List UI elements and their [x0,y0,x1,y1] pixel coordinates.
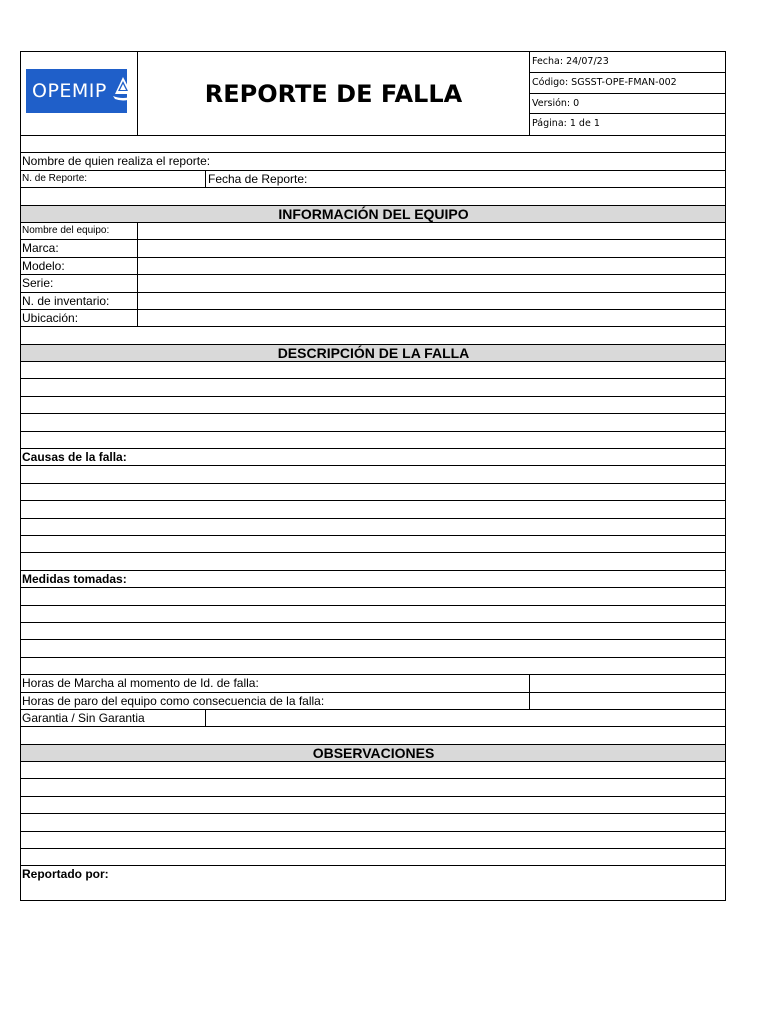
sailboat-icon [112,76,134,107]
causes-line[interactable] [21,553,725,570]
causes-line[interactable] [21,484,725,501]
measures-line[interactable] [21,588,725,605]
logo-cell [21,52,138,135]
failure-description-line[interactable] [21,362,725,379]
report-form [20,51,726,901]
causes-line[interactable] [21,501,725,518]
meta-date: Fecha: 24/07/23 [530,52,725,73]
reported-by-field[interactable] [21,866,725,900]
observations-line[interactable] [21,814,725,831]
failure-description-line[interactable] [21,379,725,396]
failure-section-title: DESCRIPCIÓN DE LA FALLA [21,345,725,362]
failure-description-line[interactable] [21,432,725,449]
title-cell [138,52,530,135]
blank-row [21,188,725,205]
report-number-field[interactable] [21,171,206,187]
measures-line[interactable] [21,623,725,640]
observations-section-title: OBSERVACIONES [21,745,725,762]
equipment-name-row [21,223,725,240]
equipment-name-input[interactable] [138,223,725,239]
model-label: Modelo: [21,258,138,274]
inventory-input[interactable] [138,293,725,309]
observations-line[interactable] [21,779,725,796]
serial-row [21,275,725,292]
brand-row [21,240,725,257]
measures-line[interactable] [21,606,725,623]
observations-line[interactable] [21,849,725,866]
report-date-label: Fecha de Reporte: [208,171,308,186]
model-input[interactable] [138,258,725,274]
meta-code: Código: SGSST-OPE-FMAN-002 [530,73,725,94]
blank-row [21,727,725,744]
brand-label: Marca: [21,240,138,256]
serial-input[interactable] [138,275,725,291]
location-input[interactable] [138,310,725,326]
warranty-input[interactable] [206,710,725,726]
blank-row [21,136,725,153]
hours-running-label: Horas de Marcha al momento de Id. de falla: [21,675,530,691]
logo-text: OPEMIP [32,80,107,102]
page-title: REPORTE DE FALLA [204,79,463,108]
hours-stopped-label: Horas de paro del equipo como consecuencia de la falla: [21,693,530,709]
blank-row [21,327,725,344]
model-row [21,258,725,275]
measures-line[interactable] [21,658,725,675]
reported-by-label: Reportado por: [22,867,109,882]
equipment-section-title: INFORMACIÓN DEL EQUIPO [21,206,725,223]
measures-line[interactable] [21,640,725,657]
hours-running-row [21,675,725,692]
meta-version: Versión: 0 [530,94,725,115]
reporter-name-field[interactable] [21,153,725,170]
location-row [21,310,725,327]
brand-input[interactable] [138,240,725,256]
hours-stopped-input[interactable] [530,693,725,709]
hours-stopped-row [21,693,725,710]
serial-label: Serie: [21,275,138,291]
equipment-name-label: Nombre del equipo: [21,223,138,239]
inventory-row [21,293,725,310]
failure-description-line[interactable] [21,414,725,431]
measures-label: Medidas tomadas: [21,571,725,588]
observations-line[interactable] [21,762,725,779]
hours-running-input[interactable] [530,675,725,691]
form-header [21,52,725,136]
causes-line[interactable] [21,536,725,553]
causes-label: Causas de la falla: [21,449,725,466]
company-logo [26,69,127,113]
location-label: Ubicación: [21,310,138,326]
failure-description-line[interactable] [21,397,725,414]
warranty-label: Garantia / Sin Garantia [21,710,206,726]
reporter-name-label: Nombre de quien realiza el reporte: [22,154,211,169]
warranty-row [21,710,725,727]
report-date-field[interactable] [206,171,307,187]
inventory-label: N. de inventario: [21,293,138,309]
report-number-label: N. de Reporte: [22,172,88,184]
observations-line[interactable] [21,797,725,814]
meta-page: Página: 1 de 1 [532,118,600,130]
causes-line[interactable] [21,519,725,536]
observations-line[interactable] [21,832,725,849]
report-number-row [21,171,725,188]
document-meta [530,52,725,135]
causes-line[interactable] [21,466,725,483]
